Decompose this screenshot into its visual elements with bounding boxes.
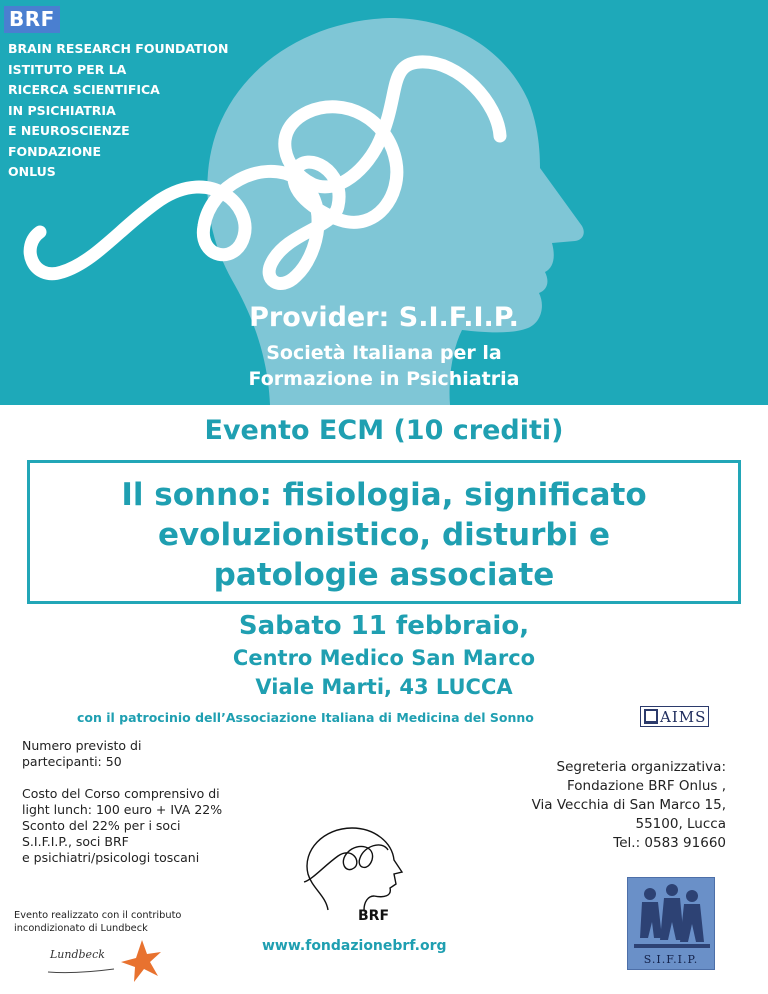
org-line: ISTITUTO PER LA (8, 61, 127, 77)
funder-note (14, 909, 181, 935)
info-line: Costo del Corso comprensivo di (22, 786, 220, 801)
ecm-heading: Evento ECM (10 crediti) (204, 415, 564, 446)
event-venue (0, 644, 768, 702)
provider-subtitle (0, 340, 768, 392)
lundbeck-logo (44, 938, 164, 986)
sifip-engraving-illustration (628, 878, 715, 956)
info-line: light lunch: 100 euro + IVA 22% (22, 802, 223, 817)
venue-line: Viale Marti, 43 LUCCA (255, 675, 513, 699)
event-title-line: evoluzionistico, disturbi e (157, 517, 611, 553)
event-date: Sabato 11 febbraio, (238, 611, 530, 641)
org-line: ONLUS (8, 164, 56, 179)
cost-info (22, 786, 222, 866)
starfish-icon (121, 940, 161, 982)
funder-line: incondizionato di Lundbeck (14, 923, 148, 934)
event-title-line: Il sonno: fisiologia, significato (121, 477, 647, 513)
sifip-logo-label: S.I.F.I.P. (643, 953, 699, 966)
info-line: Tel.: 0583 91660 (613, 835, 726, 851)
provider-sub-line: Formazione in Psichiatria (248, 368, 520, 390)
org-line: BRAIN RESEARCH FOUNDATION (8, 41, 229, 56)
brf-logo-label: BRF (358, 908, 390, 924)
info-line: Segreteria organizzativa: (556, 759, 726, 775)
info-line: Fondazione BRF Onlus , (567, 778, 726, 794)
organization-name (8, 39, 228, 183)
header-banner (0, 0, 768, 405)
info-line: S.I.F.I.P., soci BRF (22, 834, 129, 849)
event-title (30, 475, 738, 595)
lundbeck-logo-text: Lundbeck (50, 948, 105, 961)
info-line: Via Vecchia di San Marco 15, (531, 797, 726, 813)
info-line: Sconto del 22% per i soci (22, 818, 181, 833)
brf-badge: BRF (4, 6, 60, 33)
event-title-box (27, 460, 741, 604)
org-line: RICERCA SCIENTIFICA (8, 82, 160, 97)
org-line: E NEUROSCIENZE (8, 123, 130, 138)
aims-logo-text: AIMS (660, 708, 707, 726)
provider-title: Provider: S.I.F.I.P. (249, 302, 519, 333)
info-line: partecipanti: 50 (22, 754, 122, 769)
provider-sub-line: Società Italiana per la (266, 342, 502, 364)
sifip-logo (627, 877, 715, 970)
lundbeck-underline (48, 969, 114, 973)
venue-line: Centro Medico San Marco (232, 646, 536, 670)
patronage-text: con il patrocinio dell’Associazione Italiana di Medicina del Sonno (77, 710, 534, 725)
brf-logo-mark (298, 822, 408, 912)
event-title-line: patologie associate (213, 557, 555, 593)
aims-logo (640, 706, 709, 727)
funder-line: Evento realizzato con il contributo (14, 910, 182, 921)
brf-swirl-icon (304, 845, 388, 882)
participants-info (22, 738, 141, 770)
org-line: FONDAZIONE (8, 143, 102, 159)
aims-logo-icon (644, 709, 658, 724)
org-line: IN PSICHIATRIA (8, 102, 116, 118)
website-link[interactable]: www.fondazionebrf.org (262, 938, 447, 954)
secretariat-info (532, 758, 726, 853)
info-line: Numero previsto di (22, 738, 142, 753)
info-line: 55100, Lucca (635, 816, 726, 832)
info-line: e psichiatri/psicologi toscani (22, 850, 200, 865)
